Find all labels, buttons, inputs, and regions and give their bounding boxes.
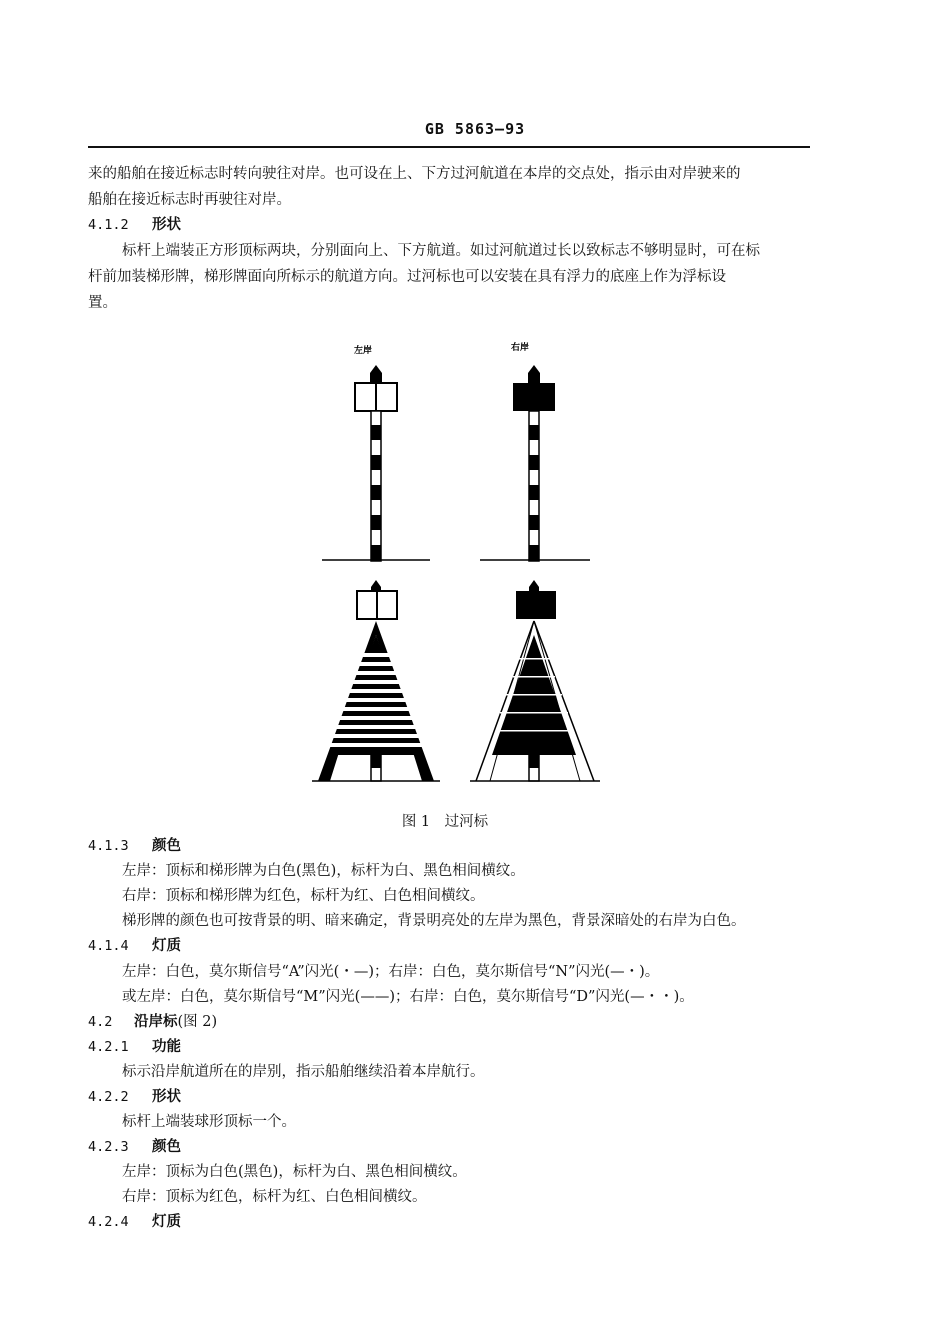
section-title: 形状 — [152, 1089, 181, 1105]
header-rule — [88, 146, 810, 148]
figure-label-left: 左岸 — [354, 346, 373, 356]
paragraph-line: 梯形牌的颜色也可按背景的明、暗来确定，背景明亮处的左岸为黑色，背景深暗处的右岸为白色。 — [122, 913, 746, 929]
section-heading-4-1-2 — [88, 215, 181, 235]
section-title: 沿岸标 — [134, 1014, 178, 1030]
paragraph-line: 标示沿岸航道所在的岸别，指示船舶继续沿着本岸航行。 — [122, 1064, 485, 1080]
paragraph-line: 右岸：顶标为红色，标杆为红、白色相间横纹。 — [122, 1189, 427, 1205]
paragraph-line: 左岸：顶标为白色(黑色)，标杆为白、黑色相间横纹。 — [122, 1164, 467, 1180]
paragraph-line: 或左岸：白色，莫尔斯信号“M”闪光(——)；右岸：白色，莫尔斯信号“D”闪光(—・・)。 — [122, 989, 694, 1005]
section-number: 4.2.2 — [88, 1089, 129, 1105]
left-bank-beacon-with-board — [312, 580, 440, 781]
section-title: 灯质 — [152, 938, 181, 954]
left-bank-beacon-pole — [322, 365, 430, 561]
section-number: 4.2.1 — [88, 1039, 129, 1055]
section-heading-4-2-4 — [88, 1212, 181, 1232]
section-title: 灯质 — [152, 1214, 181, 1230]
paragraph-line: 标杆上端装球形顶标一个。 — [122, 1114, 296, 1130]
section-number: 4.1.3 — [88, 838, 129, 854]
section-title: 功能 — [152, 1039, 181, 1055]
paragraph-line: 来的船舶在接近标志时转向驶往对岸。也可设在上、下方过河航道在本岸的交点处，指示由对岸驶来的 — [88, 166, 741, 182]
section-title: 颜色 — [152, 838, 181, 854]
section-suffix: (图 2) — [177, 1014, 218, 1030]
section-heading-4-2-2 — [88, 1087, 181, 1107]
figure-1-illustration — [300, 335, 640, 795]
section-heading-4-2 — [88, 1012, 217, 1032]
section-number: 4.2.4 — [88, 1214, 129, 1230]
right-bank-beacon-with-board — [470, 580, 600, 781]
section-number: 4.2 — [88, 1014, 113, 1030]
paragraph-line: 置。 — [88, 295, 117, 311]
figure-caption: 图 1 过河标 — [401, 814, 489, 830]
paragraph-line: 左岸：顶标和梯形牌为白色(黑色)，标杆为白、黑色相间横纹。 — [122, 863, 525, 879]
paragraph-line: 右岸：顶标和梯形牌为红色，标杆为红、白色相间横纹。 — [122, 888, 485, 904]
section-heading-4-2-1 — [88, 1037, 181, 1057]
section-title: 颜色 — [152, 1139, 181, 1155]
right-bank-beacon-pole — [480, 365, 590, 561]
paragraph-line: 标杆上端装正方形顶标两块，分别面向上、下方航道。如过河航道过长以致标志不够明显时，可在标 — [122, 243, 760, 259]
section-number: 4.2.3 — [88, 1139, 129, 1155]
section-title: 形状 — [152, 217, 181, 233]
section-heading-4-1-3 — [88, 836, 181, 856]
figure-label-right: 右岸 — [511, 343, 530, 353]
section-heading-4-2-3 — [88, 1137, 181, 1157]
section-number: 4.1.2 — [88, 217, 129, 233]
paragraph-line: 左岸：白色，莫尔斯信号“A”闪光(・—)；右岸：白色，莫尔斯信号“N”闪光(—・)。 — [122, 964, 660, 980]
section-number: 4.1.4 — [88, 938, 129, 954]
paragraph-line: 船舶在接近标志时再驶往对岸。 — [88, 192, 291, 208]
paragraph-line: 杆前加装梯形牌，梯形牌面向所标示的航道方向。过河标也可以安装在具有浮力的底座上作为浮标设 — [88, 269, 726, 285]
section-heading-4-1-4 — [88, 936, 181, 956]
page-header: GB 5863—93 — [424, 120, 526, 138]
